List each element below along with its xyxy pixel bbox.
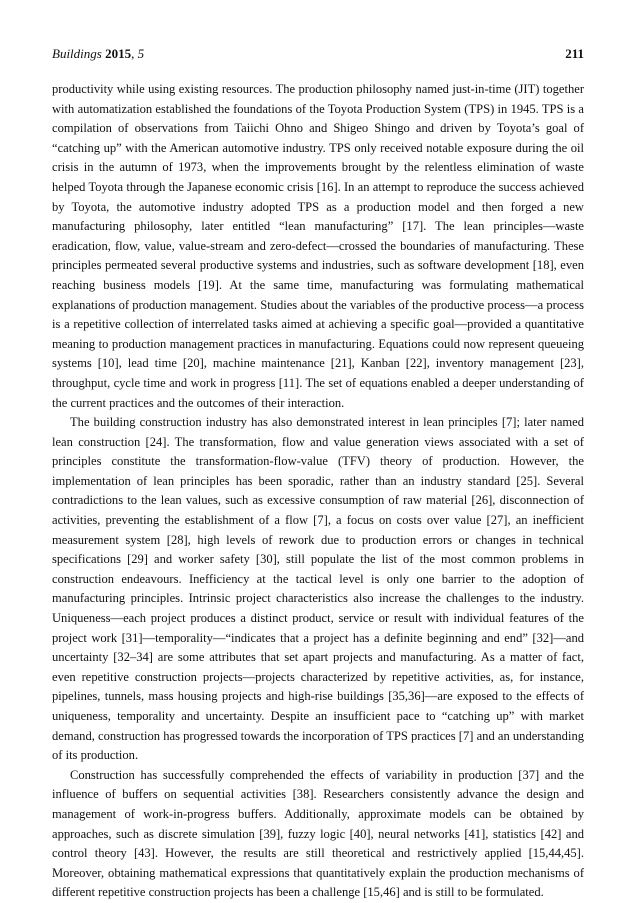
- journal-volume: , 5: [131, 46, 145, 61]
- paragraph-continuation: productivity while using existing resources. The production philosophy named just-in-time (JIT) together with automatization established the foundations of the Toyota Production System (TPS) in 1945. TPS is a compilation of observations from Taiichi Ohno and Shigeo Shingo and driven by Toyota’s goal of “catching up” with the American automotive industry. TPS only received notable exposure during the oil crisis in the autumn of 1973, when the improvements brought by the relentless elimination of waste helped Toyota through the Japanese economic crisis [16]. In an attempt to reproduce the success achieved by Toyota, the automotive industry adopted TPS as a production model and then forged a new manufacturing philosophy, later entitled “lean manufacturing” [17]. The lean principles—waste eradication, flow, value, value-stream and zero-defect—crossed the boundaries of manufacturing. These principles permeated several productive systems and industries, such as software development [18], even reaching business models [19]. At the same time, manufacturing was formulating mathematical explanations of production management. Studies about the variables of the productive process—a process is a repetitive collection of interrelated tasks aimed at achieving a specific goal—provided a quantitative meaning to production management practices in manufacturing. Equations could now represent queueing systems [10], lead time [20], machine maintenance [21], Kanban [22], inventory management [23], throughput, cycle time and work in progress [11]. The set of equations enabled a deeper understanding of the current practices and the outcomes of their interaction.: [52, 82, 584, 410]
- page-number: 211: [565, 46, 584, 61]
- body-text: [52, 80, 584, 903]
- running-header: [52, 46, 584, 62]
- journal-name: Buildings: [52, 46, 102, 61]
- paragraph-lean-construction: The building construction industry has also demonstrated interest in lean principles [7]; later named lean construction [24]. The transformation, flow and value generation views associated with a set of principles constitute the transformation-flow-value (TFV) theory of production. However, the implementation of lean principles has been sporadic, rather than an industry standard [25]. Several contradictions to the lean values, such as excessive consumption of raw material [26], disconnection of activities, preventing the establishment of a flow [7], a focus on costs over value [27], an inefficient measurement system [28], high levels of rework due to production errors or changes in technical specifications [29] and worker safety [30], still populate the list of the most common problems in construction endeavours. Inefficiency at the tactical level is only one barrier to the adoption of manufacturing principles. Intrinsic project characteristics also increase the challenges to the industry. Uniqueness—each project produces a distinct product, service or result with individual features of the project work [31]—temporality—“indicates that a project has a definite beginning and end” [32]—and uncertainty [32–34] are some attributes that set apart projects and manufacturing. As a matter of fact, even repetitive construction projects—projects characterized by repetitive activities, as, for instance, pipelines, tunnels, mass housing projects and high-rise buildings [35,36]—are exposed to the effects of uniqueness, temporality and uncertainty. Despite an insufficient pace to “catching up” with market demand, construction has progressed towards the incorporation of TPS practices [7] and an understanding of its production.: [52, 415, 584, 763]
- journal-year: 2015: [105, 46, 132, 61]
- journal-citation: [52, 46, 144, 62]
- paragraph-variability: Construction has successfully comprehended the effects of variability in production [37] and the influence of buffers on sequential activities [38]. Researchers consistently advance the design and management of work-in-progress buffers. Additionally, approximate models can be obtained by approaches, such as discrete simulation [39], fuzzy logic [40], neural networks [41], statistics [42] and control theory [43]. However, the results are still theoretical and restrictively applied [15,44,45]. Moreover, obtaining mathematical expressions that quantitatively explain the production mechanisms of different repetitive construction projects has been a challenge [15,46] and is still to be formulated.: [52, 767, 584, 900]
